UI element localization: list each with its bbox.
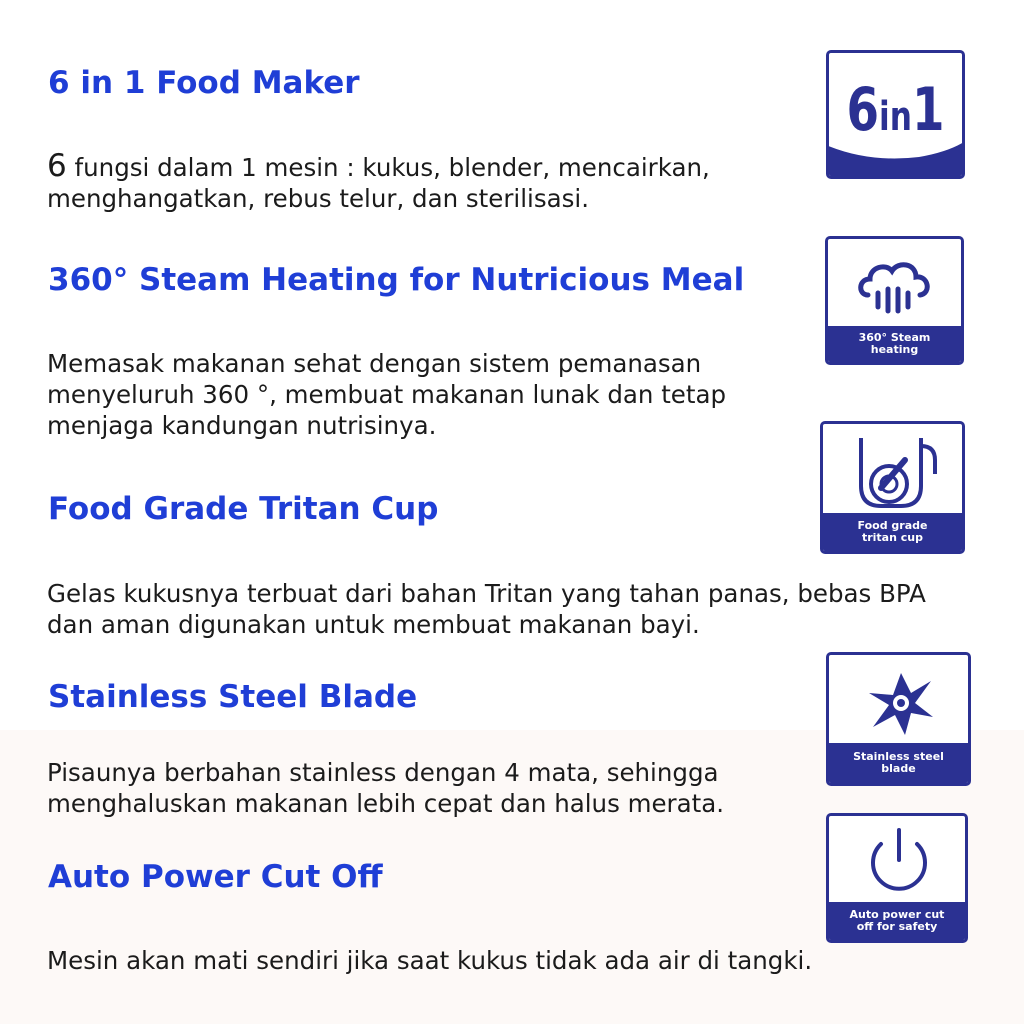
feature-description-tritan: Gelas kukusnya terbuat dari bahan Tritan yang tahan panas, bebas BPA dan aman digunakan untuk membuat makanan bayi.	[47, 579, 926, 639]
feature-title-power: Auto Power Cut Off	[48, 859, 383, 895]
steam-badge	[825, 236, 964, 365]
cup-badge-label: Food grade tritan cup	[823, 513, 962, 551]
six-in-one-text	[844, 75, 948, 145]
badge-num-1: 1	[911, 75, 945, 145]
cup-badge	[820, 421, 965, 554]
power-badge-label: Auto power cut off for safety	[829, 902, 965, 940]
feature-description-blade: Pisaunya berbahan stainless dengan 4 mata, sehingga menghaluskan makanan lebih cepat dan halus merata.	[47, 758, 725, 818]
feature-title-tritan: Food Grade Tritan Cup	[48, 491, 439, 527]
feature-title-6in1: 6 in 1 Food Maker	[48, 65, 360, 101]
description-text: fungsi dalam 1 mesin : kukus, blender, mencairkan, menghangatkan, rebus telur, dan sterilisasi.	[47, 153, 710, 213]
feature-description-6in1	[47, 148, 807, 214]
power-badge	[826, 813, 968, 943]
blade-badge	[826, 652, 971, 786]
feature-description-steam: Memasak makanan sehat dengan sistem pemanasan menyeluruh 360 °, membuat makanan lunak dan tetap menjaga kandungan nutrisinya.	[47, 349, 727, 440]
six-in-one-badge	[826, 50, 965, 179]
badge-in: in	[879, 94, 912, 140]
feature-title-steam: 360° Steam Heating for Nutricious Meal	[48, 262, 745, 298]
steam-badge-label: 360° Steam heating	[828, 326, 961, 362]
feature-title-blade: Stainless Steel Blade	[48, 679, 418, 715]
blade-badge-label: Stainless steel blade	[829, 743, 968, 783]
feature-description-power: Mesin akan mati sendiri jika saat kukus tidak ada air di tangki.	[47, 946, 813, 975]
badge-num-6: 6	[846, 75, 880, 145]
description-number: 6	[47, 148, 67, 184]
